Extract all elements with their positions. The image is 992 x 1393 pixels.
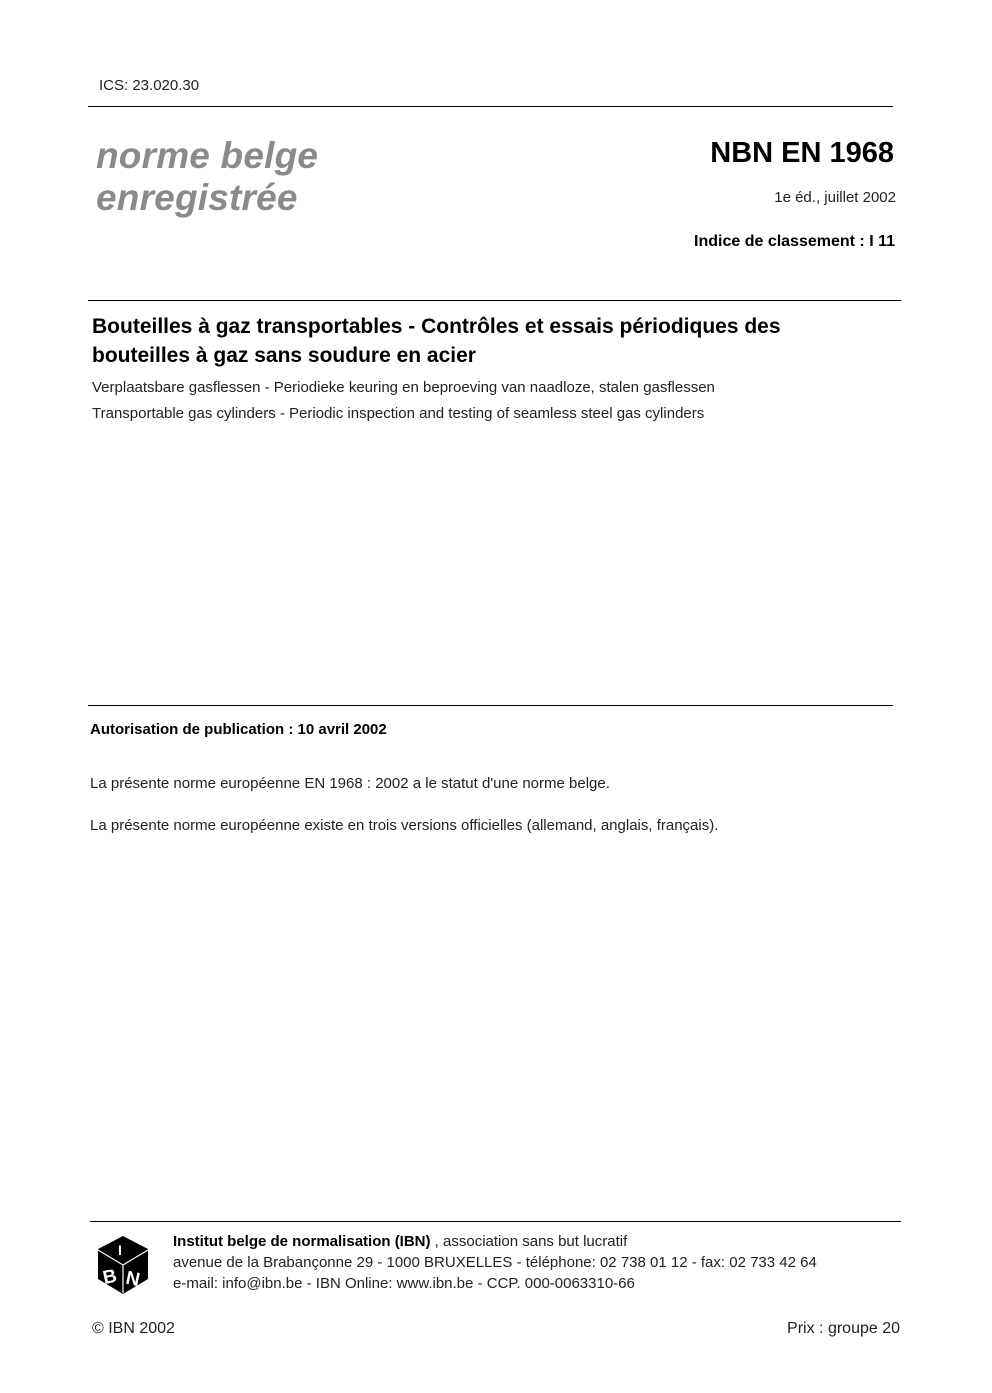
header-divider: [88, 106, 893, 107]
footer-contact: e-mail: info@ibn.be - IBN Online: www.ibn.be - CCP. 000-0063310-66: [173, 1275, 635, 1292]
standard-number: NBN EN 1968: [710, 137, 894, 169]
title-french-line1: Bouteilles à gaz transportables - Contrôles et essais périodiques des: [92, 315, 781, 338]
org-suffix: , association sans but lucratif: [430, 1233, 628, 1250]
footer-address-block: [173, 1231, 817, 1294]
publication-authorisation: Autorisation de publication : 10 avril 2002: [90, 721, 387, 738]
title-french: [92, 312, 892, 370]
price-group: Prix : groupe 20: [787, 1320, 900, 1337]
norme-belge-line1: norme belge: [96, 135, 319, 176]
title-english: Transportable gas cylinders - Periodic inspection and testing of seamless steel gas cylinders: [92, 405, 705, 422]
title-dutch: Verplaatsbare gasflessen - Periodieke keuring en beproeving van naadloze, stalen gasflessen: [92, 379, 715, 396]
ibn-logo-icon: [97, 1235, 149, 1295]
footer-org-line: [173, 1231, 817, 1252]
norme-belge-line2: enregistrée: [96, 177, 298, 218]
classification-index: Indice de classement : I 11: [694, 233, 895, 250]
status-paragraph: La présente norme européenne EN 1968 : 2002 a le statut d'une norme belge.: [90, 775, 610, 792]
norme-belge-heading: [96, 135, 318, 219]
edition-date: 1e éd., juillet 2002: [774, 189, 896, 206]
logo-letter-n: N: [123, 1267, 142, 1292]
logo-letter-i: I: [118, 1242, 122, 1258]
ics-code: ICS: 23.020.30: [99, 77, 200, 94]
copyright: © IBN 2002: [92, 1320, 175, 1337]
body-divider: [88, 705, 893, 706]
footer-divider: [90, 1221, 901, 1222]
logo-letter-b: B: [101, 1265, 119, 1290]
title-french-line2: bouteilles à gaz sans soudure en acier: [92, 344, 476, 367]
versions-paragraph: La présente norme européenne existe en trois versions officielles (allemand, anglais, français).: [90, 817, 719, 834]
org-name: Institut belge de normalisation (IBN): [173, 1233, 431, 1250]
footer-address: avenue de la Brabançonne 29 - 1000 BRUXELLES - téléphone: 02 738 01 12 - fax: 02 733 42 64: [173, 1254, 817, 1271]
title-divider: [88, 300, 901, 301]
